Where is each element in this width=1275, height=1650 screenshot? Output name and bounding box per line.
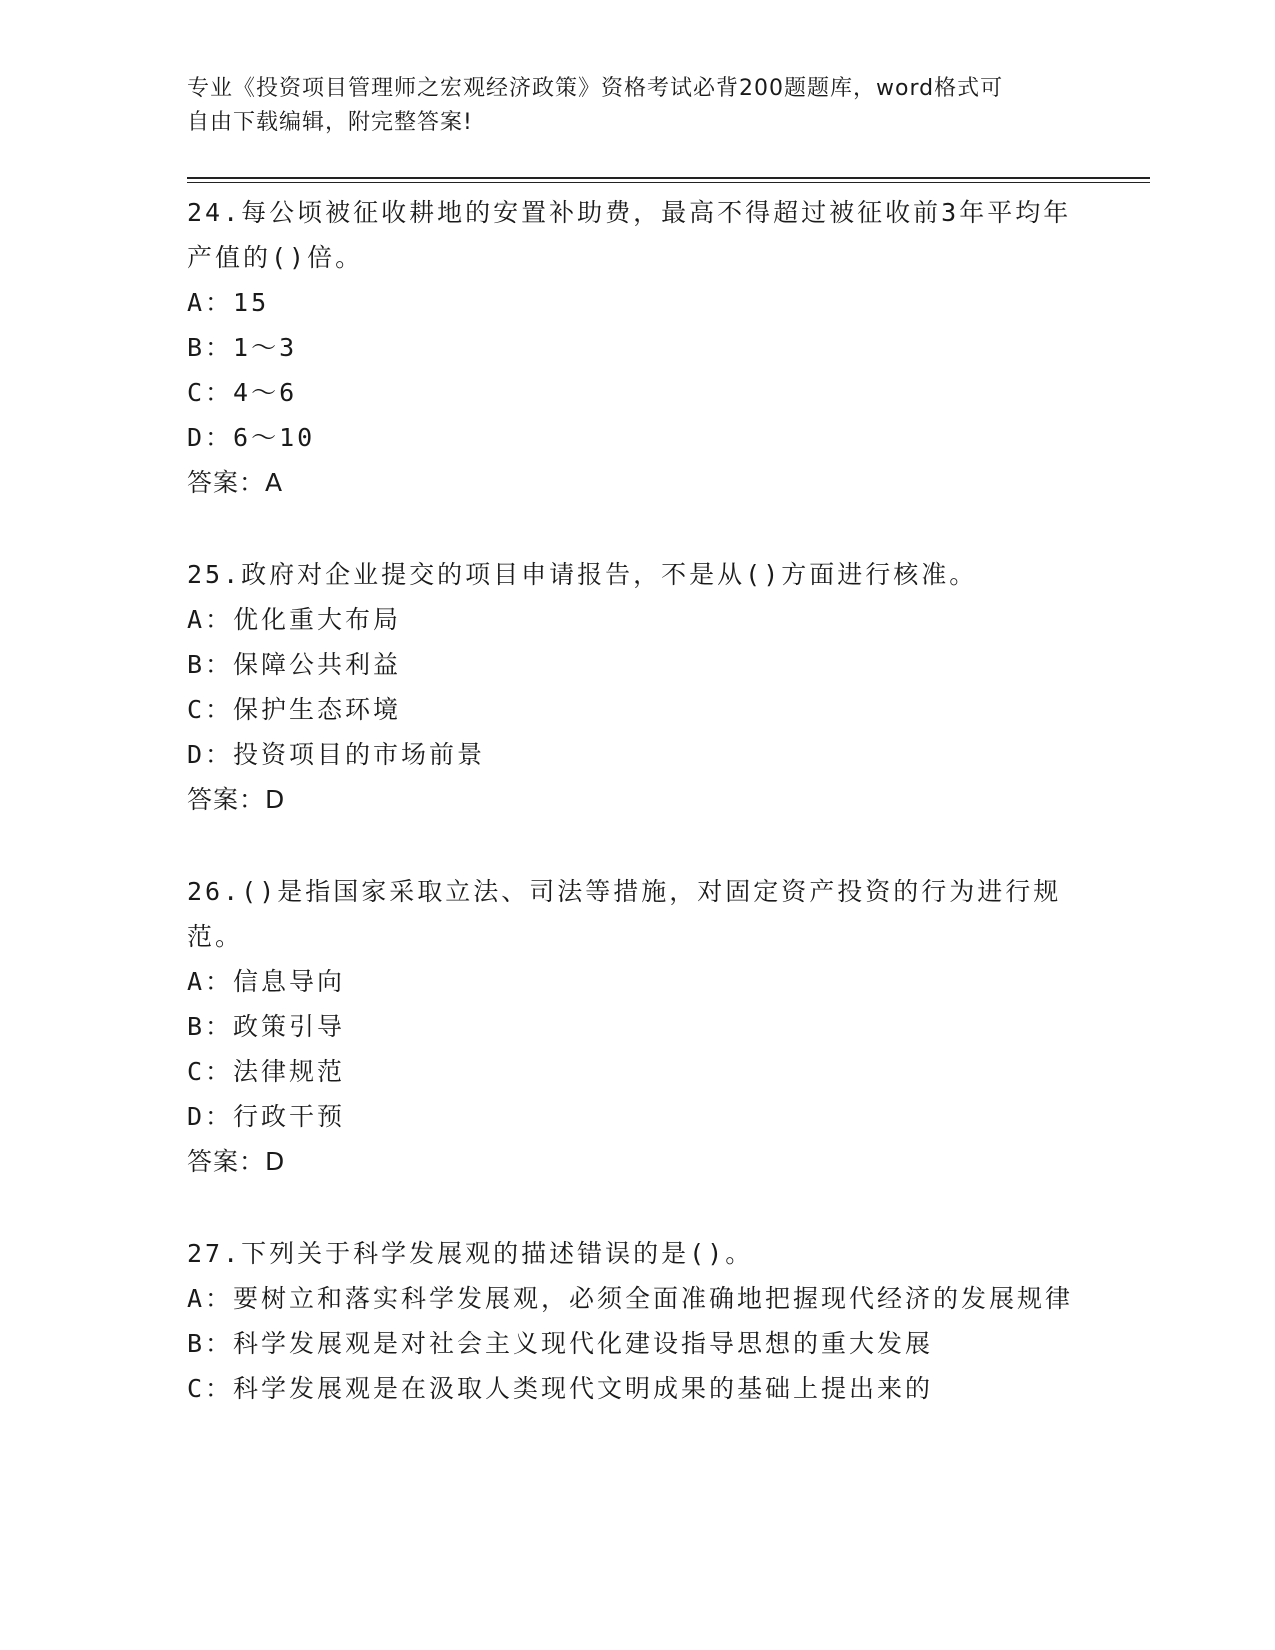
option-a: A：要树立和落实科学发展观，必须全面准确地把握现代经济的发展规律 [187, 1284, 1074, 1313]
option-a: A：15 [187, 288, 270, 317]
question-list [187, 190, 1087, 1458]
answer: 答案：D [187, 785, 286, 814]
option-c: C：科学发展观是在汲取人类现代文明成果的基础上提出来的 [187, 1374, 934, 1403]
document-header [187, 72, 1067, 140]
question-26 [187, 869, 1087, 1184]
option-a: A：信息导向 [187, 967, 346, 996]
option-c: C：法律规范 [187, 1057, 346, 1086]
option-c: C：保护生态环境 [187, 695, 402, 724]
question-text: 24.每公顷被征收耕地的安置补助费，最高不得超过被征收前3年平均年产值的()倍。 [187, 198, 1072, 272]
question-24 [187, 190, 1087, 505]
option-b: B：保障公共利益 [187, 650, 402, 679]
question-27 [187, 1231, 1087, 1411]
option-a: A：优化重大布局 [187, 605, 402, 634]
header-line-1: 专业《投资项目管理师之宏观经济政策》资格考试必背200题题库，word格式可 [187, 76, 1004, 101]
question-text: 26.()是指国家采取立法、司法等措施，对固定资产投资的行为进行规范。 [187, 877, 1062, 951]
answer: 答案：A [187, 468, 284, 497]
question-text: 25.政府对企业提交的项目申请报告，不是从()方面进行核准。 [187, 560, 978, 589]
header-line-2: 自由下载编辑，附完整答案! [187, 110, 473, 135]
option-d: D：投资项目的市场前景 [187, 740, 486, 769]
option-b: B：科学发展观是对社会主义现代化建设指导思想的重大发展 [187, 1329, 934, 1358]
question-25 [187, 552, 1087, 822]
option-d: D：6～10 [187, 423, 316, 452]
option-d: D：行政干预 [187, 1102, 346, 1131]
header-divider [187, 177, 1150, 183]
option-b: B：1～3 [187, 333, 298, 362]
option-b: B：政策引导 [187, 1012, 346, 1041]
answer: 答案：D [187, 1147, 286, 1176]
question-text: 27.下列关于科学发展观的描述错误的是()。 [187, 1239, 754, 1268]
option-c: C：4～6 [187, 378, 298, 407]
